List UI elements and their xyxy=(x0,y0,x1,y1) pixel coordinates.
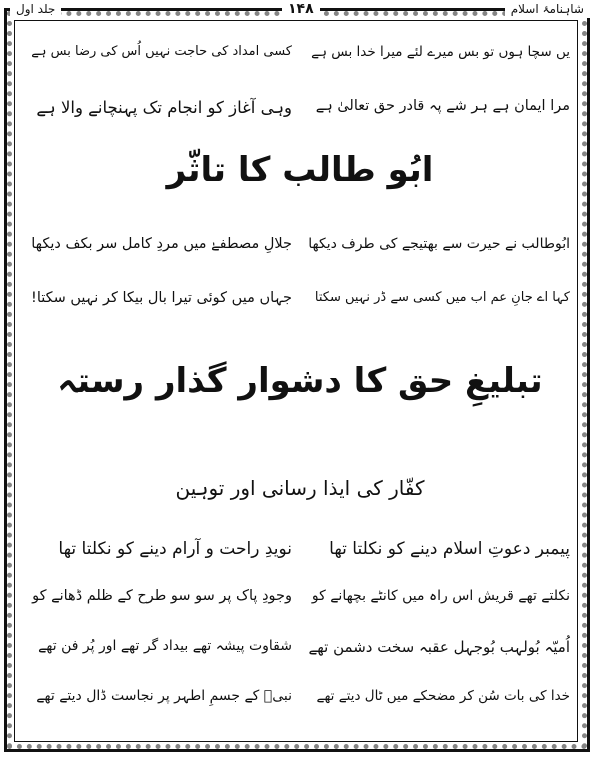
verse-couplet xyxy=(30,44,570,78)
verse-line-second: جہاں میں کوئی تیرا بال بیکا کر نہیں سکتا! xyxy=(31,290,292,306)
verse-line-second: کسی امداد کی حاجت نہیں اُس کی رضا بس ہے xyxy=(31,44,292,59)
verse-line-first: اُمیّہ بُولہب بُوجہل عقبہ سخت دشمن تھے xyxy=(308,638,570,656)
book-title: شاہنامۂ اسلام xyxy=(505,0,590,18)
verse-line-first: خدا کی بات سُن کر مضحکے میں ٹال دیتے تھے xyxy=(316,688,570,704)
verse-couplet xyxy=(30,538,570,572)
verse-line-second: وہی آغاز کو انجام تک پہنچانے والا ہے xyxy=(36,98,292,117)
verse-line-first: یں سچا ہوں تو بس میرے لئے میرا خدا بس ہے xyxy=(311,44,570,60)
page-number: ۱۴۸ xyxy=(282,0,320,18)
verse-couplet xyxy=(30,236,570,270)
verse-couplet xyxy=(30,98,570,132)
verse-line-second: جلالِ مصطفےٰ میں مردِ کامل سر بکف دیکھا xyxy=(31,236,292,252)
verse-line-first: مرا ایمان ہے ہر شے پہ قادر حق تعالیٰ ہے xyxy=(315,98,570,114)
verse-line-first: کہا اے جانِ عم اب میں کسی سے ڈر نہیں سکتا xyxy=(314,290,570,305)
verse-line-second: وجودِ پاک پر سو سو طرح کے ظلم ڈھانے کو xyxy=(32,588,292,604)
subheading: کفّار کی ایذا رسانی اور توہین xyxy=(175,476,425,500)
verse-line-second: نبیؐ کے جسمِ اطہر پر نجاست ڈال دیتے تھے xyxy=(36,688,292,704)
verse-couplet xyxy=(30,588,570,622)
verse-couplet xyxy=(30,290,570,324)
verse-line-first: ابُوطالب نے حیرت سے بھتیجے کی طرف دیکھا xyxy=(308,236,570,252)
volume-label: جلد اول xyxy=(10,0,61,18)
verse-line-first: پیمبر دعوتِ اسلام دینے کو نکلتا تھا xyxy=(329,539,570,559)
verse-couplet xyxy=(30,688,570,722)
section-heading: ابُو طالب کا تاثّر xyxy=(166,150,434,190)
running-header xyxy=(0,0,600,20)
verse-line-first: نکلتے تھے قریش اس راہ میں کانٹے بچھانے کو xyxy=(311,588,570,604)
chapter-heading: تبلیغِ حق کا دشوار گذار رستہ xyxy=(57,361,543,401)
verse-line-second: شقاوت پیشہ تھے بیداد گر تھے اور پُر فن تھے xyxy=(38,638,292,654)
verse-line-second: نویدِ راحت و آرام دینے کو نکلتا تھا xyxy=(58,539,292,559)
verse-couplet xyxy=(30,638,570,672)
